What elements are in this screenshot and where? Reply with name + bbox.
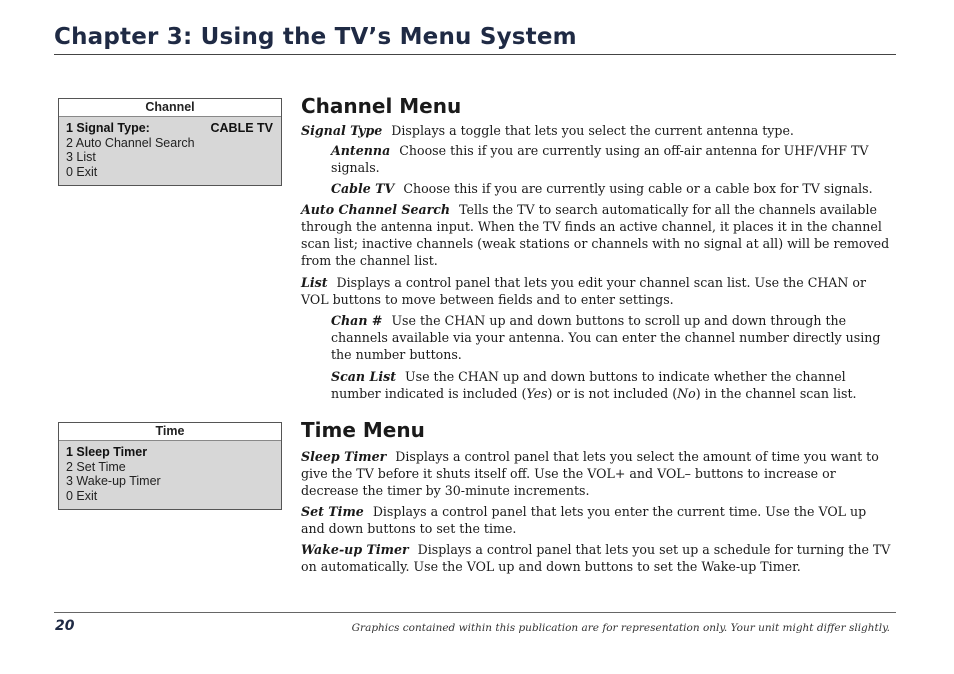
entry-term: List <box>301 275 328 290</box>
channel-menu-item: 2 Auto Channel Search <box>66 135 195 150</box>
page-number: 20 <box>55 618 75 634</box>
channel-menu-item: 0 Exit <box>66 164 98 179</box>
time-menu-items <box>59 441 281 509</box>
entry-text: Use the CHAN up and down buttons to scroll up and down through the channels available via your antenna. You can enter the channel number directly using the number buttons. <box>331 313 881 362</box>
wake-up-timer-entry <box>301 541 893 575</box>
channel-menu-selected-item <box>66 121 273 136</box>
signal-type-value: CABLE TV <box>210 121 273 135</box>
auto-channel-search-entry <box>301 201 893 269</box>
entry-text: ) or is not included ( <box>547 386 678 401</box>
antenna-entry <box>331 142 893 176</box>
entry-term: Antenna <box>331 143 391 158</box>
channel-menu-item: 3 List <box>66 150 96 164</box>
time-menu-title: Time <box>59 423 281 441</box>
no-option: No <box>677 386 696 401</box>
entry-term: Signal Type <box>301 123 383 138</box>
entry-term: Auto Channel Search <box>301 202 451 217</box>
header-rule <box>54 54 896 55</box>
sleep-timer-entry <box>301 448 893 499</box>
footer-disclaimer: Graphics contained within this publication are for representation only. Your unit might differ slightly. <box>351 622 890 634</box>
chapter-title: Chapter 3: Using the TV’s Menu System <box>54 24 577 50</box>
entry-text: Displays a control panel that lets you enter the current time. Use the VOL up and down buttons to set the time. <box>301 504 867 536</box>
time-menu-selected-item: 1 Sleep Timer <box>66 445 148 459</box>
signal-type-label: 1 Signal Type: <box>66 121 150 135</box>
channel-menu-title: Channel <box>59 99 281 117</box>
entry-term: Sleep Timer <box>301 449 387 464</box>
channel-menu-items <box>59 117 281 185</box>
channel-menu-illustration <box>58 98 282 186</box>
entry-text: Use the CHAN up and down buttons to indicate whether the channel number indicated is included ( <box>331 369 846 401</box>
yes-option: Yes <box>526 386 548 401</box>
entry-text: Tells the TV to search automatically for all the channels available through the antenna input. When the TV finds an active channel, it places it in the channel scan list; inactive channels (weak stations or channels with no signal at all) will be removed from the channel list. <box>301 202 890 268</box>
entry-term: Chan # <box>331 313 383 328</box>
signal-type-entry <box>301 122 893 139</box>
entry-text: Displays a control panel that lets you select the amount of time you want to give the TV before it shuts itself off. Use the VOL+ and VOL– buttons to increase or decrease the timer by 30-minute increments. <box>301 449 879 498</box>
scan-list-entry <box>331 368 893 402</box>
chan-number-entry <box>331 312 893 363</box>
set-time-entry <box>301 503 893 537</box>
entry-term: Scan List <box>331 369 397 384</box>
list-entry <box>301 274 893 308</box>
time-menu-heading: Time Menu <box>301 418 425 442</box>
entry-term: Set Time <box>301 504 364 519</box>
entry-text: ) in the channel scan list. <box>695 386 857 401</box>
entry-term: Wake-up Timer <box>301 542 409 557</box>
time-menu-item: 0 Exit <box>66 488 98 503</box>
entry-text: Choose this if you are currently using an off-air antenna for UHF/VHF TV signals. <box>331 143 869 175</box>
entry-text: Displays a toggle that lets you select the current antenna type. <box>391 123 794 138</box>
footer-rule <box>54 612 896 613</box>
time-menu-item: 2 Set Time <box>66 459 126 474</box>
time-menu-item: 3 Wake-up Timer <box>66 474 161 488</box>
time-menu-illustration <box>58 422 282 510</box>
channel-menu-heading: Channel Menu <box>301 94 462 118</box>
cable-tv-entry <box>331 180 893 197</box>
entry-text: Displays a control panel that lets you edit your channel scan list. Use the CHAN or VOL buttons to move between fields and to enter settings. <box>301 275 867 307</box>
entry-text: Choose this if you are currently using cable or a cable box for TV signals. <box>403 181 873 196</box>
entry-text: Displays a control panel that lets you set up a schedule for turning the TV on automatically. Use the VOL up and down buttons to set the Wake-up Timer. <box>301 542 891 574</box>
entry-term: Cable TV <box>331 181 395 196</box>
